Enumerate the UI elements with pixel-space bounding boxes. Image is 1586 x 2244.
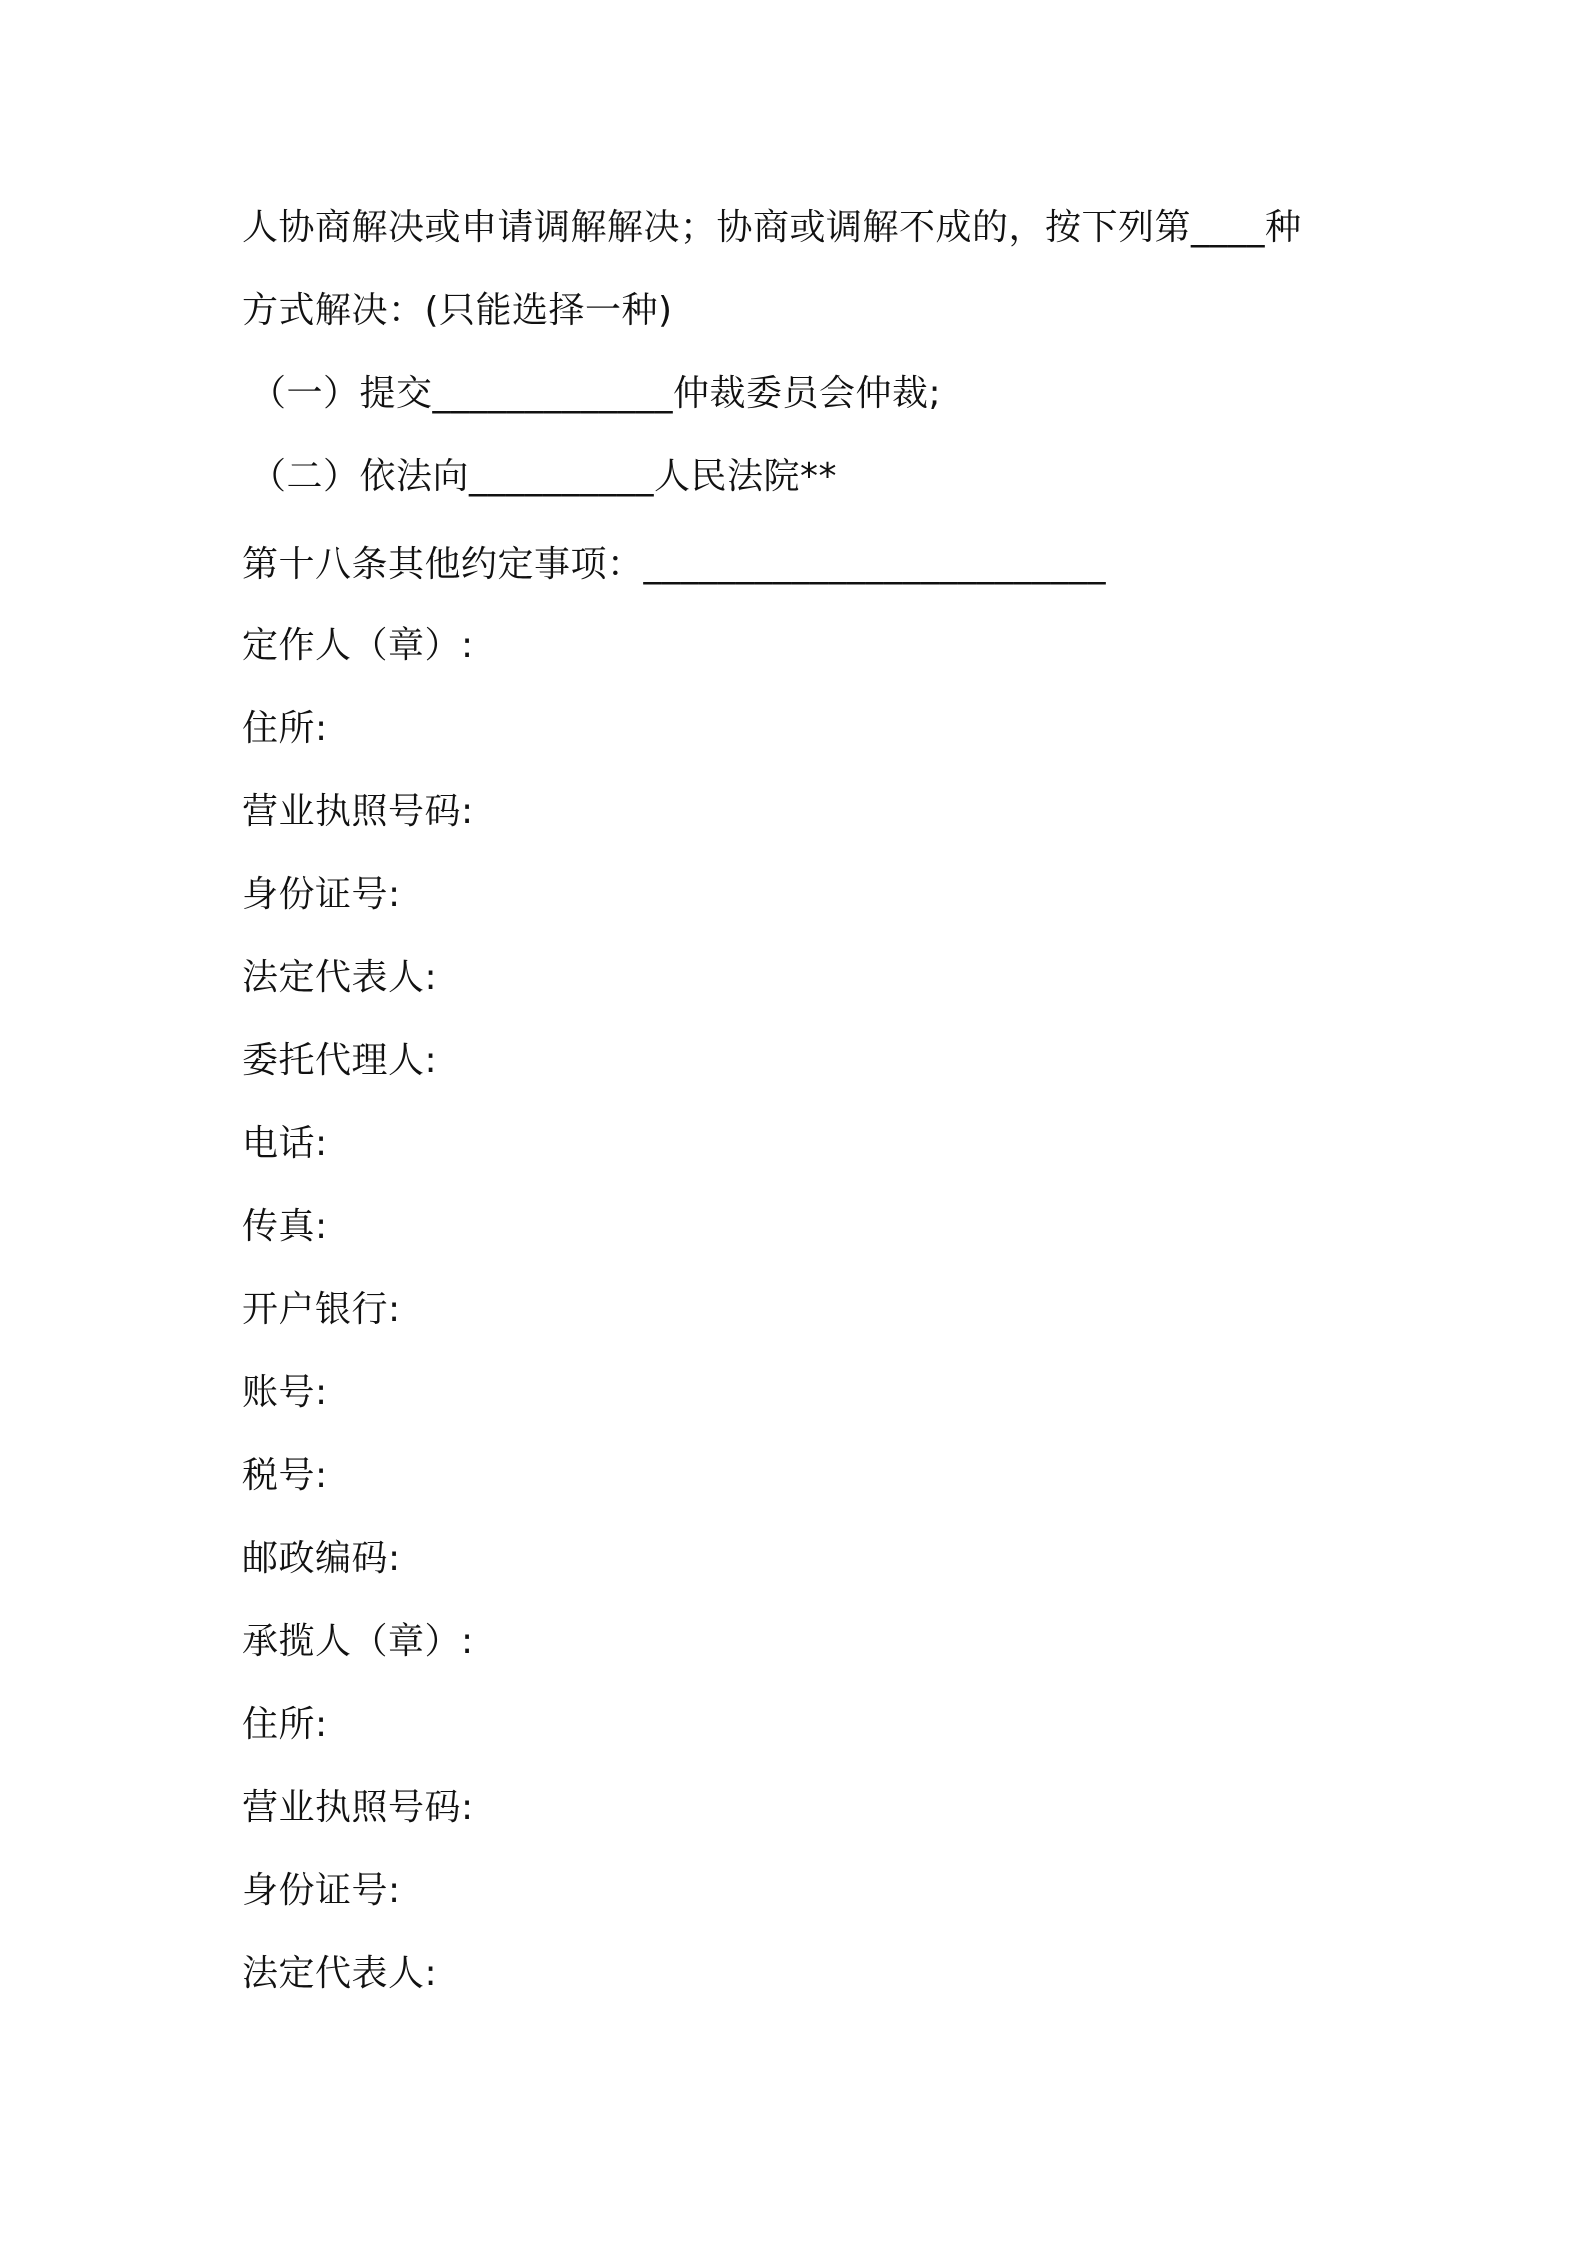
- client-phone-label: 电话:: [242, 1123, 328, 1164]
- contractor-address-label: 住所:: [242, 1704, 328, 1745]
- client-fax-label: 传真:: [242, 1206, 328, 1247]
- client-seal-label: 定作人（章）:: [242, 625, 474, 666]
- client-postcode-label: 邮政编码:: [242, 1538, 401, 1579]
- client-address-label: 住所:: [242, 708, 328, 749]
- dispute-resolution-note: 方式解决：(只能选择一种): [242, 290, 673, 331]
- dispute-resolution-text: 人协商解决或申请调解解决；协商或调解不成的，按下列第____种: [242, 207, 1302, 248]
- other-agreed-matters: 第十八条其他约定事项：_________________________: [242, 544, 1107, 585]
- client-business-license-label: 营业执照号码:: [242, 791, 474, 832]
- contractor-business-license-label: 营业执照号码:: [242, 1787, 474, 1828]
- client-bank-label: 开户银行:: [242, 1289, 401, 1330]
- client-id-number-label: 身份证号:: [242, 874, 401, 915]
- client-agent-label: 委托代理人:: [242, 1040, 438, 1081]
- client-legal-representative-label: 法定代表人:: [242, 957, 438, 998]
- option-arbitration: （一）提交_____________仲裁委员会仲裁;: [250, 373, 942, 414]
- client-tax-number-label: 税号:: [242, 1455, 328, 1496]
- client-account-label: 账号:: [242, 1372, 328, 1413]
- contractor-legal-representative-label: 法定代表人:: [242, 1953, 438, 1994]
- contractor-id-number-label: 身份证号:: [242, 1870, 401, 1911]
- contractor-seal-label: 承揽人（章）:: [242, 1621, 474, 1662]
- option-court: （二）依法向__________人民法院**: [250, 456, 838, 497]
